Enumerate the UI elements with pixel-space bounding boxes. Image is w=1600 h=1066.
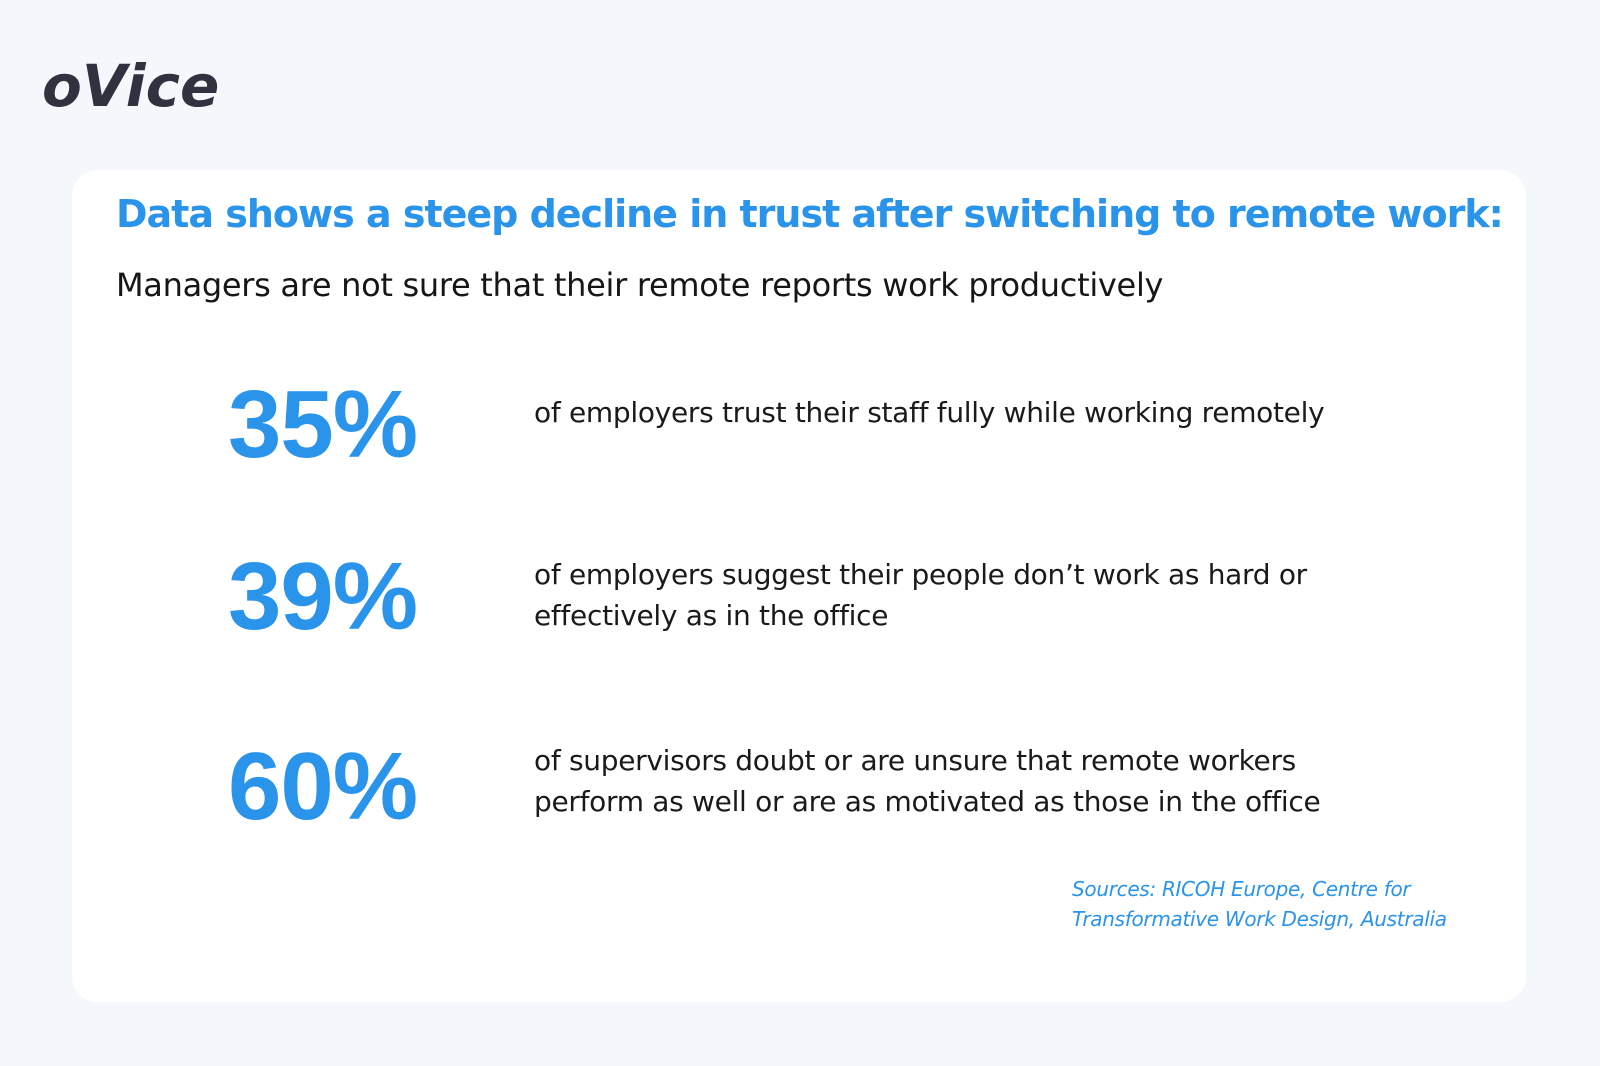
card-title: Data shows a steep decline in trust after switching to remote work:	[116, 192, 1503, 236]
sources-line: Sources: RICOH Europe, Centre for	[1072, 877, 1411, 901]
stat-item	[228, 542, 1428, 652]
ovice-logo-mark	[40, 50, 240, 120]
sources-line: Transformative Work Design, Australia	[1072, 907, 1447, 931]
sources-note	[1072, 874, 1492, 934]
stat-description	[534, 392, 1414, 433]
stat-item	[228, 370, 1428, 480]
stat-description	[534, 740, 1414, 822]
stat-description-line: of supervisors doubt or are unsure that remote workers	[534, 744, 1296, 777]
stat-description-line: effectively as in the office	[534, 599, 889, 632]
stat-value: 60%	[228, 733, 418, 840]
ovice-logo	[40, 50, 240, 120]
stat-description-line: perform as well or are as motivated as those in the office	[534, 785, 1321, 818]
stat-item	[228, 732, 1428, 842]
stats-card	[72, 170, 1526, 1002]
ovice-logo-wordmark: oVice	[42, 52, 220, 120]
stat-description-line: of employers suggest their people don’t work as hard or	[534, 558, 1307, 591]
card-subtitle: Managers are not sure that their remote reports work productively	[116, 266, 1164, 304]
stat-value: 39%	[228, 543, 418, 650]
stat-value: 35%	[228, 371, 418, 478]
stat-description-line: of employers trust their staff fully while working remotely	[534, 396, 1325, 429]
stat-description	[534, 554, 1414, 636]
